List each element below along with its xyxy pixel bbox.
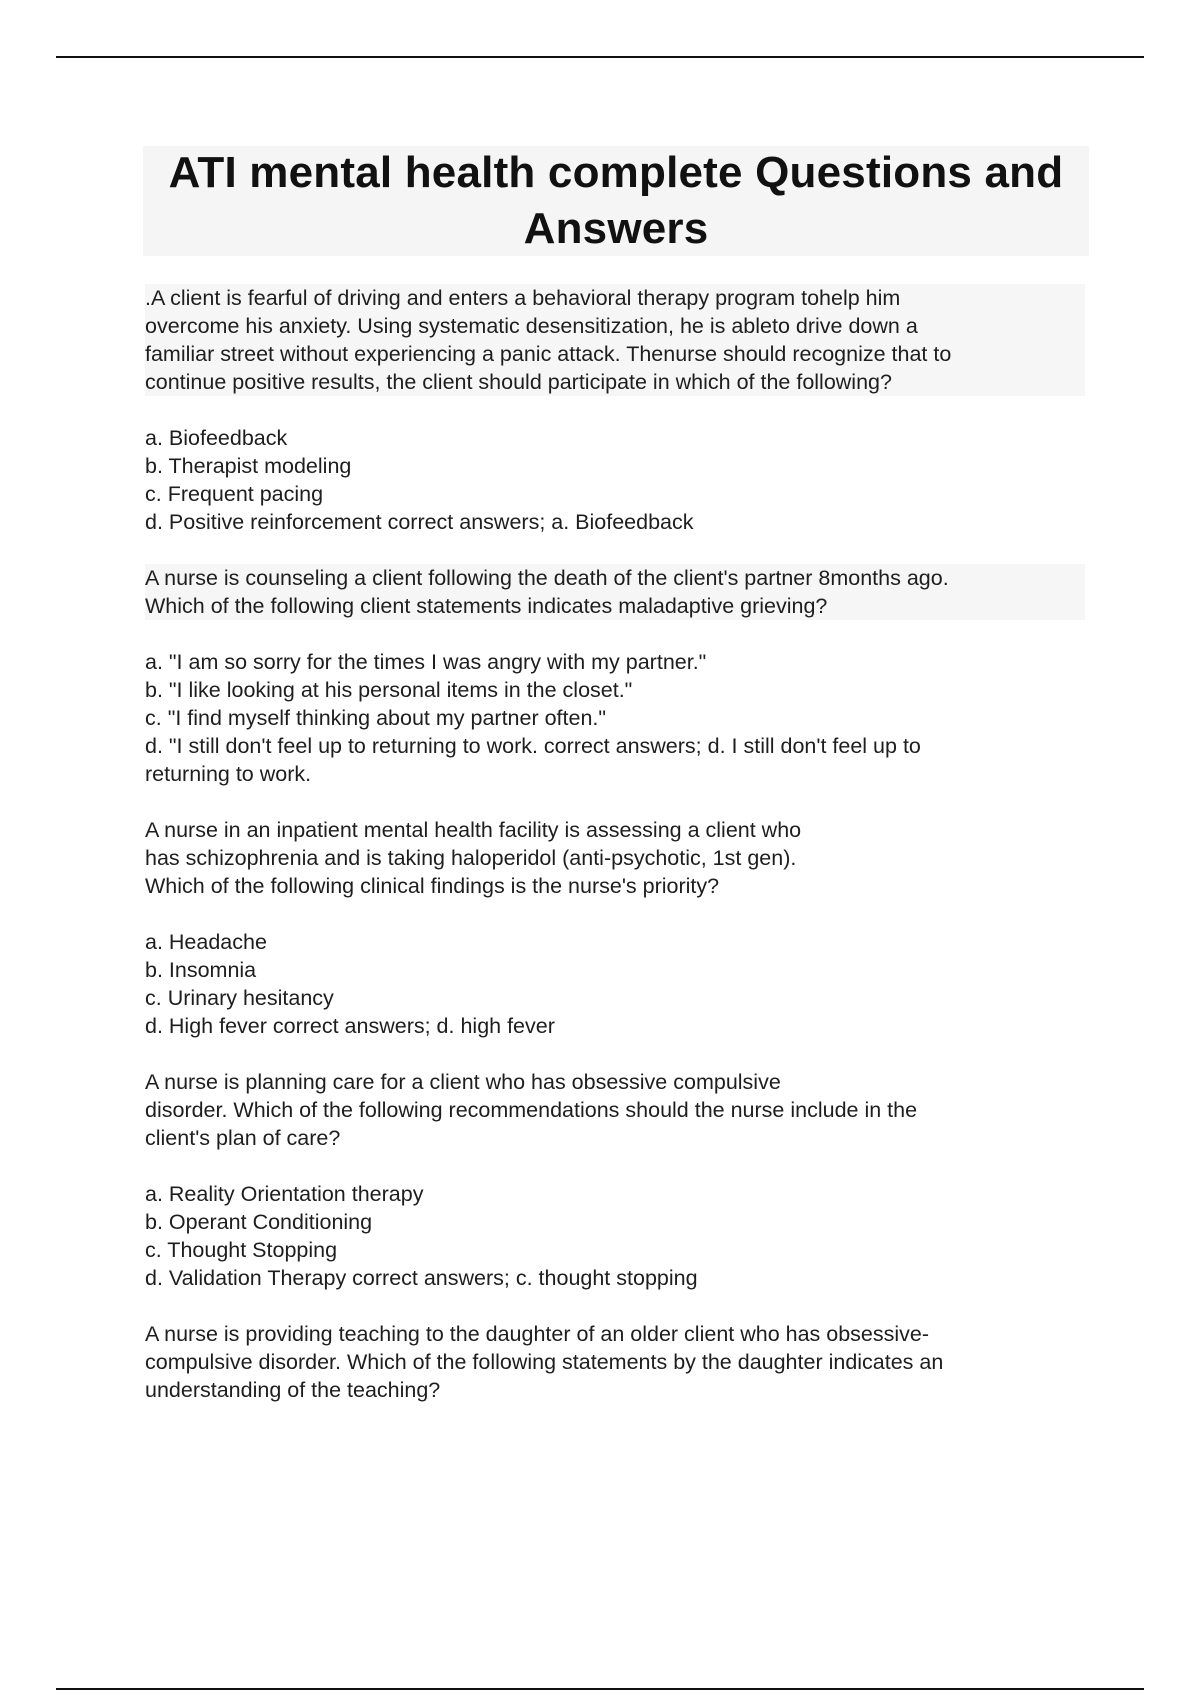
question-block [145,564,1085,788]
answer-options [145,424,1085,536]
option-d-answer: d. High fever correct answers; d. high fever [145,1014,555,1038]
answer-options [145,648,1085,788]
question-text: A nurse is providing teaching to the daughter of an older client who has obsessive- compulsive disorder. Which of the following statements by the daughter indicates an understanding of the teaching? [145,1322,944,1402]
answer-options [145,1180,1085,1292]
question-text: A nurse in an inpatient mental health facility is assessing a client who has schizophrenia and is taking haloperidol (anti-psychotic, 1st gen). Which of the following clinical findings is the nurse's priority? [145,818,802,898]
option-c: c. "I find myself thinking about my partner often." [145,706,607,730]
option-d-answer: d. Validation Therapy correct answers; c. thought stopping [145,1266,698,1290]
option-b: b. "I like looking at his personal items in the closet." [145,678,633,702]
option-c: c. Thought Stopping [145,1238,338,1262]
question-text: A nurse is counseling a client following the death of the client's partner 8months ago. Which of the following client statements indicates maladaptive grieving? [145,564,1085,620]
document-title: ATI mental health complete Questions and Answers [168,148,1064,253]
option-d-answer: d. Positive reinforcement correct answers; a. Biofeedback [145,510,694,534]
option-b: b. Insomnia [145,958,257,982]
question-text: .A client is fearful of driving and enters a behavioral therapy program tohelp him overcome his anxiety. Using systematic desensitization, he is ableto drive down a familiar street without experiencing a panic attack. Thenurse should recognize that to continue positive results, the client should participate in which of the following? [145,284,1085,396]
option-a: a. Reality Orientation therapy [145,1182,424,1206]
question-block [145,1068,1085,1292]
answer-options [145,928,1085,1040]
option-a: a. "I am so sorry for the times I was angry with my partner." [145,650,707,674]
option-a: a. Headache [145,930,267,954]
question-block [145,284,1085,536]
document-body [145,284,1085,1432]
option-b: b. Therapist modeling [145,454,352,478]
question-text: A nurse is planning care for a client who has obsessive compulsive disorder. Which of the following recommendations should the nurse include in the client's plan of care? [145,1070,918,1150]
option-d-answer: d. "I still don't feel up to returning to work. correct answers; d. I still don't feel up to returning to work. [145,734,921,786]
bottom-divider [56,1688,1144,1690]
top-divider [56,56,1144,58]
question-block [145,816,1085,1040]
option-b: b. Operant Conditioning [145,1210,373,1234]
title-banner [143,146,1089,256]
option-a: a. Biofeedback [145,426,288,450]
question-block [145,1320,1085,1404]
option-c: c. Urinary hesitancy [145,986,334,1010]
option-c: c. Frequent pacing [145,482,324,506]
